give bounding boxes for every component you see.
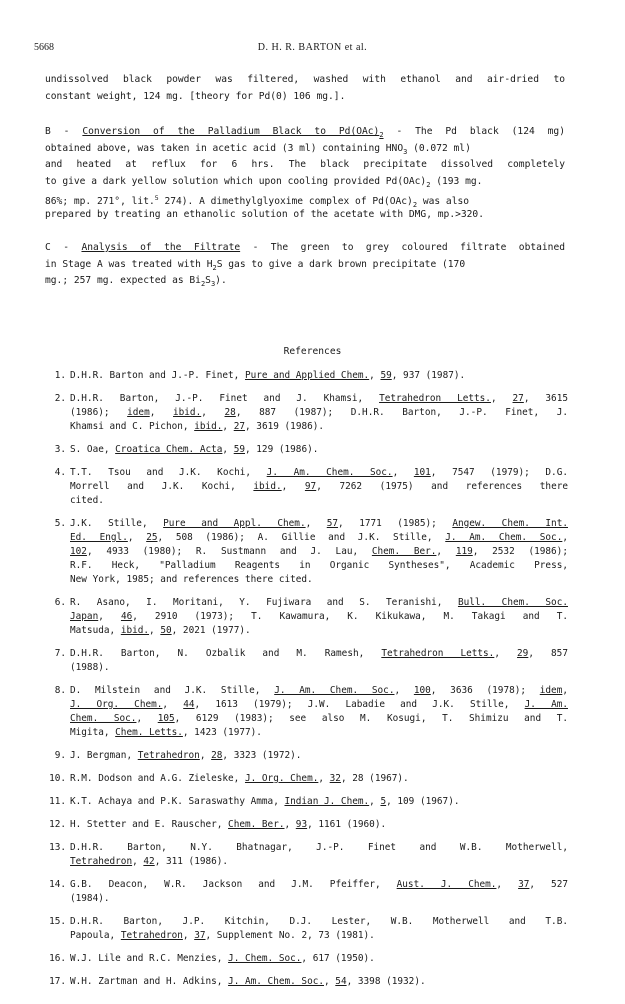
reference-text: ,: [394, 685, 414, 696]
reference-underlined-text: Pure and Appl. Chem.: [163, 518, 306, 529]
reference-underlined-text: 57: [326, 518, 339, 529]
section-c-text: mg.; 257 mg. expected as Bi: [45, 275, 201, 287]
section-b-paragraph: [45, 124, 565, 224]
reference-number: 5.: [54, 518, 66, 529]
reference-underlined-text: J. Am. Chem. Soc.: [445, 532, 563, 543]
reference-underlined-text: J. Chem. Soc.: [228, 953, 302, 964]
reference-item: [48, 466, 568, 508]
section-c-line: [45, 257, 565, 274]
reference-underlined-text: 97: [304, 481, 317, 492]
reference-number: 15.: [49, 916, 66, 927]
reference-underlined-text: 50: [160, 625, 172, 636]
reference-item: [48, 596, 568, 638]
reference-item: [48, 392, 568, 434]
reference-text: G.B. Deacon, W.R. Jackson and J.M. Pfeiffer,: [70, 879, 397, 890]
reference-text: Khamsi and C. Pichon,: [70, 421, 195, 432]
reference-text: ,: [201, 407, 225, 418]
reference-line: [70, 517, 568, 531]
reference-item: [48, 647, 568, 675]
reference-underlined-text: J. Am. Chem. Soc.: [274, 685, 395, 696]
reference-text: , 7262 (1975) and references there: [316, 481, 568, 492]
reference-line: [70, 772, 568, 786]
reference-underlined-text: 59: [380, 370, 392, 381]
reference-number: 4.: [54, 467, 66, 478]
reference-item: [48, 952, 568, 966]
section-b-text: (193 mg.: [430, 175, 483, 187]
reference-text: , Supplement No. 2, 73 (1981).: [205, 930, 375, 941]
reference-text: W.J. Lile and R.C. Menzies,: [70, 953, 229, 964]
reference-underlined-text: 100: [413, 685, 431, 696]
reference-line: [70, 494, 568, 508]
reference-line: [70, 480, 568, 494]
section-b-line: prepared by treating an ethanolic solution of the acetate with DMG, mp.>320.: [45, 208, 484, 220]
reference-text: , 3636 (1978);: [430, 685, 540, 696]
section-b-text: (0.072 ml): [407, 142, 471, 154]
reference-line: [70, 531, 568, 545]
reference-text: , 527: [529, 879, 568, 890]
reference-underlined-text: 105: [157, 713, 175, 724]
reference-number: 3.: [54, 444, 66, 455]
reference-text: , 2532 (1986);: [472, 546, 568, 557]
reference-line: [70, 443, 568, 457]
reference-text: , 6129 (1983); see also M. Kosugi, T. Shimizu and T.: [174, 713, 568, 724]
reference-line: [70, 698, 568, 712]
reference-number: 6.: [54, 597, 66, 608]
running-head: D. H. R. BARTON et al.: [257, 42, 368, 53]
section-b-text: 274). A dimethylglyoxime complex of Pd(OAc): [158, 196, 413, 207]
reference-text: , 28 (1967).: [340, 773, 409, 784]
reference-underlined-text: 93: [295, 819, 308, 830]
reference-underlined-text: 37: [194, 930, 206, 941]
section-b-text: 86%; mp. 271°, lit.: [45, 196, 155, 207]
reference-line: [70, 369, 568, 383]
reference-underlined-text: Angew. Chem. Int.: [452, 518, 568, 529]
reference-line: [70, 929, 568, 943]
reference-underlined-text: Tetrahedron: [120, 930, 183, 941]
reference-text: ,: [149, 625, 161, 636]
reference-line: [70, 878, 568, 892]
reference-underlined-text: 28: [224, 407, 236, 418]
reference-text: ,: [98, 611, 121, 622]
reference-text: , 109 (1967).: [386, 796, 460, 807]
reference-text: (1986);: [70, 407, 128, 418]
references-heading: References: [283, 346, 342, 357]
reference-underlined-text: J. Org. Chem.: [70, 699, 163, 710]
reference-underlined-text: 25: [146, 532, 158, 543]
reference-underlined-text: J. Am.: [524, 699, 568, 710]
reference-text: , 3398 (1932).: [346, 976, 426, 987]
reference-underlined-text: 102: [70, 546, 87, 557]
reference-line: [70, 892, 568, 906]
reference-number: 17.: [49, 976, 66, 987]
reference-underlined-text: 27: [512, 393, 524, 404]
section-b-line1-tail: - The Pd black (124 mg): [383, 126, 565, 137]
reference-underlined-text: 54: [335, 976, 347, 987]
reference-text: D.H.R. Barton, J.P. Kitchin, D.J. Lester, W.B. Motherwell and T.B.: [70, 916, 568, 927]
section-c-text: ).: [215, 275, 227, 287]
reference-line: [70, 596, 568, 610]
intro-line: undissolved black powder was filtered, washed with ethanol and air-dried to: [45, 74, 565, 85]
reference-item: [48, 772, 568, 786]
section-b-title: Conversion of the Palladium Black to Pd(OAc): [82, 126, 380, 137]
page-header: [0, 42, 625, 56]
section-c-label: C -: [45, 242, 82, 253]
reference-text: cited.: [70, 495, 104, 506]
reference-underlined-text: Aust. J. Chem.: [396, 879, 497, 890]
reference-line: [70, 392, 568, 406]
reference-number: 8.: [54, 685, 66, 696]
reference-text: T.T. Tsou and J.K. Kochi,: [70, 467, 267, 478]
reference-underlined-text: 59: [233, 444, 245, 455]
reference-underlined-text: Tetrahedron: [137, 750, 200, 761]
reference-underlined-text: Pure and Applied Chem.: [244, 370, 370, 381]
reference-text: ,: [132, 856, 144, 867]
reference-underlined-text: 46: [120, 611, 133, 622]
reference-text: ,: [284, 819, 296, 830]
reference-underlined-text: 37: [518, 879, 530, 890]
reference-number: 14.: [49, 879, 66, 890]
reference-underlined-text: Croatica Chem. Acta: [115, 444, 223, 455]
reference-text: (1988).: [70, 662, 110, 673]
reference-text: , 311 (1986).: [154, 856, 229, 867]
reference-text: D.H.R. Barton and J.-P. Finet,: [70, 370, 245, 381]
reference-text: W.H. Zartman and H. Adkins,: [70, 976, 229, 987]
reference-text: ,: [281, 481, 305, 492]
section-b-text: was also: [417, 196, 470, 207]
reference-line: [70, 610, 568, 624]
reference-text: R.M. Dodson and A.G. Zieleske,: [70, 773, 245, 784]
section-c-line: [45, 240, 565, 257]
reference-underlined-text: Bull. Chem. Soc.: [457, 597, 568, 608]
reference-line: [70, 647, 568, 661]
reference-line: [70, 952, 568, 966]
reference-text: ,: [149, 407, 173, 418]
reference-underlined-text: 119: [455, 546, 473, 557]
reference-item: [48, 975, 568, 989]
reference-underlined-text: 44: [183, 699, 195, 710]
reference-number: 9.: [54, 750, 66, 761]
section-b-line: [45, 124, 565, 141]
reference-underlined-text: 28: [211, 750, 223, 761]
reference-number: 16.: [49, 953, 66, 964]
reference-text: ,: [162, 699, 184, 710]
reference-text: , 4933 (1980); R. Sustmann and J. Lau,: [86, 546, 372, 557]
reference-underlined-text: Japan: [70, 611, 99, 622]
reference-text: Matsuda,: [70, 625, 121, 636]
reference-item: [48, 749, 568, 763]
reference-text: , 129 (1986).: [245, 444, 319, 455]
section-c-paragraph: [45, 240, 565, 290]
s-subscript: 3: [210, 280, 216, 289]
section-c-title: Analysis of the Filtrate: [81, 242, 241, 253]
reference-line: [70, 915, 568, 929]
lit-superscript: 5: [154, 194, 159, 203]
reference-text: , 1771 (1985);: [338, 518, 453, 529]
reference-text: Papoula,: [70, 930, 121, 941]
reference-item: [48, 443, 568, 457]
reference-line: [70, 712, 568, 726]
reference-line: [70, 818, 568, 832]
reference-text: S. Oae,: [70, 444, 116, 455]
section-c-text: S: [205, 275, 211, 287]
reference-line: [70, 466, 568, 480]
reference-line: [70, 406, 568, 420]
section-b-text: to give a dark yellow solution which upon cooling provided Pd(OAc): [45, 175, 427, 187]
reference-underlined-text: 101: [413, 467, 431, 478]
reference-underlined-text: ibid.: [173, 407, 202, 418]
reference-line: [70, 684, 568, 698]
intro-paragraph: [45, 72, 565, 105]
reference-underlined-text: Indian J. Chem.: [284, 796, 370, 807]
reference-underlined-text: 29: [517, 648, 529, 659]
reference-text: ,: [136, 713, 158, 724]
reference-underlined-text: Chem. Letts.: [115, 727, 183, 738]
reference-text: ,: [222, 444, 234, 455]
reference-number: 11.: [49, 796, 66, 807]
reference-item: [48, 818, 568, 832]
reference-text: ,: [490, 393, 513, 404]
reference-text: New York, 1985; and references there cited.: [70, 574, 313, 585]
reference-underlined-text: Chem. Soc.: [70, 713, 137, 724]
reference-text: Migita,: [70, 727, 116, 738]
reference-text: ,: [392, 467, 414, 478]
reference-underlined-text: Chem. Ber.: [228, 819, 285, 830]
reference-underlined-text: J. Am. Chem. Soc.: [266, 467, 393, 478]
reference-line: [70, 573, 568, 587]
reference-text: D.H.R. Barton, N. Ozbalik and M. Ramesh,: [70, 648, 382, 659]
section-c-text: in Stage A was treated with H: [45, 258, 213, 270]
reference-text: R. Asano, I. Moritani, Y. Fujiwara and S. Teranishi,: [70, 597, 458, 608]
reference-text: ,: [318, 773, 330, 784]
reference-text: , 2021 (1977).: [171, 625, 251, 636]
reference-line: [70, 624, 568, 638]
section-b-title-sub: 2: [379, 131, 384, 139]
reference-underlined-text: Tetrahedron Letts.: [381, 648, 495, 659]
reference-number: 1.: [54, 370, 66, 381]
reference-line: [70, 420, 568, 434]
section-b-line: [45, 190, 565, 207]
section-b-line: [45, 141, 565, 158]
reference-text: , 937 (1987).: [391, 370, 466, 381]
reference-underlined-text: J. Am. Chem. Soc.: [228, 976, 324, 987]
page-number: 5668: [34, 42, 54, 53]
reference-text: K.T. Achaya and P.K. Saraswathy Amma,: [70, 796, 285, 807]
reference-underlined-text: ibid.: [253, 481, 282, 492]
reference-underlined-text: ibid.: [120, 625, 150, 636]
section-b-line: [45, 174, 565, 191]
reference-line: [70, 726, 568, 740]
reference-line: [70, 559, 568, 573]
reference-underlined-text: 42: [143, 856, 155, 867]
reference-item: [48, 517, 568, 587]
reference-text: Morrell and J.K. Kochi,: [70, 481, 254, 492]
reference-line: [70, 841, 568, 855]
reference-line: [70, 795, 568, 809]
reference-text: D.H.R. Barton, N.Y. Bhatnagar, J.-P. Finet and W.B. Motherwell,: [70, 842, 568, 853]
intro-line: constant weight, 124 mg. [theory for Pd(0) 106 mg.].: [45, 90, 346, 102]
reference-underlined-text: J. Org. Chem.: [244, 773, 319, 784]
reference-text: ,: [436, 546, 456, 557]
reference-underlined-text: 5: [380, 796, 387, 807]
reference-text: H. Stetter and E. Rauscher,: [70, 819, 229, 830]
reference-text: ,: [562, 532, 568, 543]
pd-subscript: 2: [426, 180, 431, 189]
reference-text: , 7547 (1979); D.G.: [430, 467, 568, 478]
reference-number: 10.: [49, 773, 66, 784]
reference-underlined-text: 32: [329, 773, 341, 784]
reference-item: [48, 841, 568, 869]
reference-text: , 1423 (1977).: [182, 727, 262, 738]
reference-underlined-text: Ed. Engl.: [70, 532, 128, 543]
reference-item: [48, 878, 568, 906]
reference-text: R.F. Heck, "Palladium Reagents in Organic Syntheses", Academic Press,: [70, 560, 568, 571]
reference-line: [70, 975, 568, 989]
bi-subscript: 2: [200, 280, 206, 289]
dmg-subscript: 2: [412, 201, 418, 207]
reference-text: ,: [222, 421, 234, 432]
reference-underlined-text: Chem. Ber.: [371, 546, 437, 557]
section-b-text: obtained above, was taken in acetic acid (3 ml) containing HNO: [45, 142, 404, 154]
reference-underlined-text: idem: [127, 407, 150, 418]
reference-number: 7.: [54, 648, 66, 659]
reference-underlined-text: Tetrahedron Letts.: [379, 393, 491, 404]
reference-text: , 3619 (1986).: [245, 421, 325, 432]
reference-text: , 2910 (1973); T. Kawamura, K. Kikukawa, M. Takagi and T.: [132, 611, 568, 622]
reference-text: , 3323 (1972).: [222, 750, 302, 761]
reference-text: , 617 (1950).: [301, 953, 375, 964]
section-b-line: and heated at reflux for 6 hrs. The black precipitate dissolved completely: [45, 159, 565, 171]
reference-text: ,: [199, 750, 212, 761]
reference-text: ,: [324, 976, 336, 987]
reference-text: ,: [562, 685, 568, 696]
reference-text: ,: [496, 879, 519, 890]
hno3-subscript: 3: [403, 147, 408, 156]
reference-text: , 3615: [523, 393, 568, 404]
reference-item: [48, 915, 568, 943]
reference-underlined-text: idem: [539, 685, 563, 696]
reference-underlined-text: Tetrahedron: [70, 856, 133, 867]
reference-item: [48, 795, 568, 809]
reference-text: , 857: [528, 648, 568, 659]
reference-text: , 1161 (1960).: [307, 819, 387, 830]
reference-line: [70, 855, 568, 869]
section-c-text: S gas to give a dark brown precipitate (170: [216, 258, 466, 270]
reference-text: , 1613 (1979); J.W. Labadie and J.K. Stille,: [194, 699, 525, 710]
reference-line: [70, 661, 568, 675]
reference-text: D.H.R. Barton, J.-P. Finet and J. Khamsi,: [70, 393, 380, 404]
reference-item: [48, 684, 568, 740]
reference-line: [70, 749, 568, 763]
reference-number: 13.: [49, 842, 66, 853]
section-c-text: - The green to grey coloured filtrate obtained: [240, 242, 565, 253]
reference-text: (1984).: [70, 893, 110, 904]
reference-text: ,: [305, 518, 327, 529]
reference-text: D. Milstein and J.K. Stille,: [70, 685, 275, 696]
reference-underlined-text: 27: [233, 421, 246, 432]
section-b-label: B -: [45, 126, 83, 137]
reference-text: , 508 (1986); A. Gillie and J.K. Stille,: [157, 532, 446, 543]
reference-text: J.K. Stille,: [70, 518, 164, 529]
reference-text: ,: [182, 930, 195, 941]
reference-text: ,: [494, 648, 518, 659]
reference-number: 2.: [54, 393, 66, 404]
section-c-line: [45, 273, 565, 290]
reference-number: 12.: [49, 819, 66, 830]
reference-text: , 887 (1987); D.H.R. Barton, J.-P. Finet, J.: [235, 407, 568, 418]
reference-text: ,: [369, 796, 381, 807]
reference-text: ,: [127, 532, 147, 543]
reference-list: [48, 369, 568, 998]
reference-underlined-text: ibid.: [194, 421, 223, 432]
reference-line: [70, 545, 568, 559]
h2s-subscript: 2: [212, 263, 217, 272]
reference-text: J. Bergman,: [70, 750, 138, 761]
reference-text: ,: [369, 370, 381, 381]
reference-item: [48, 369, 568, 383]
